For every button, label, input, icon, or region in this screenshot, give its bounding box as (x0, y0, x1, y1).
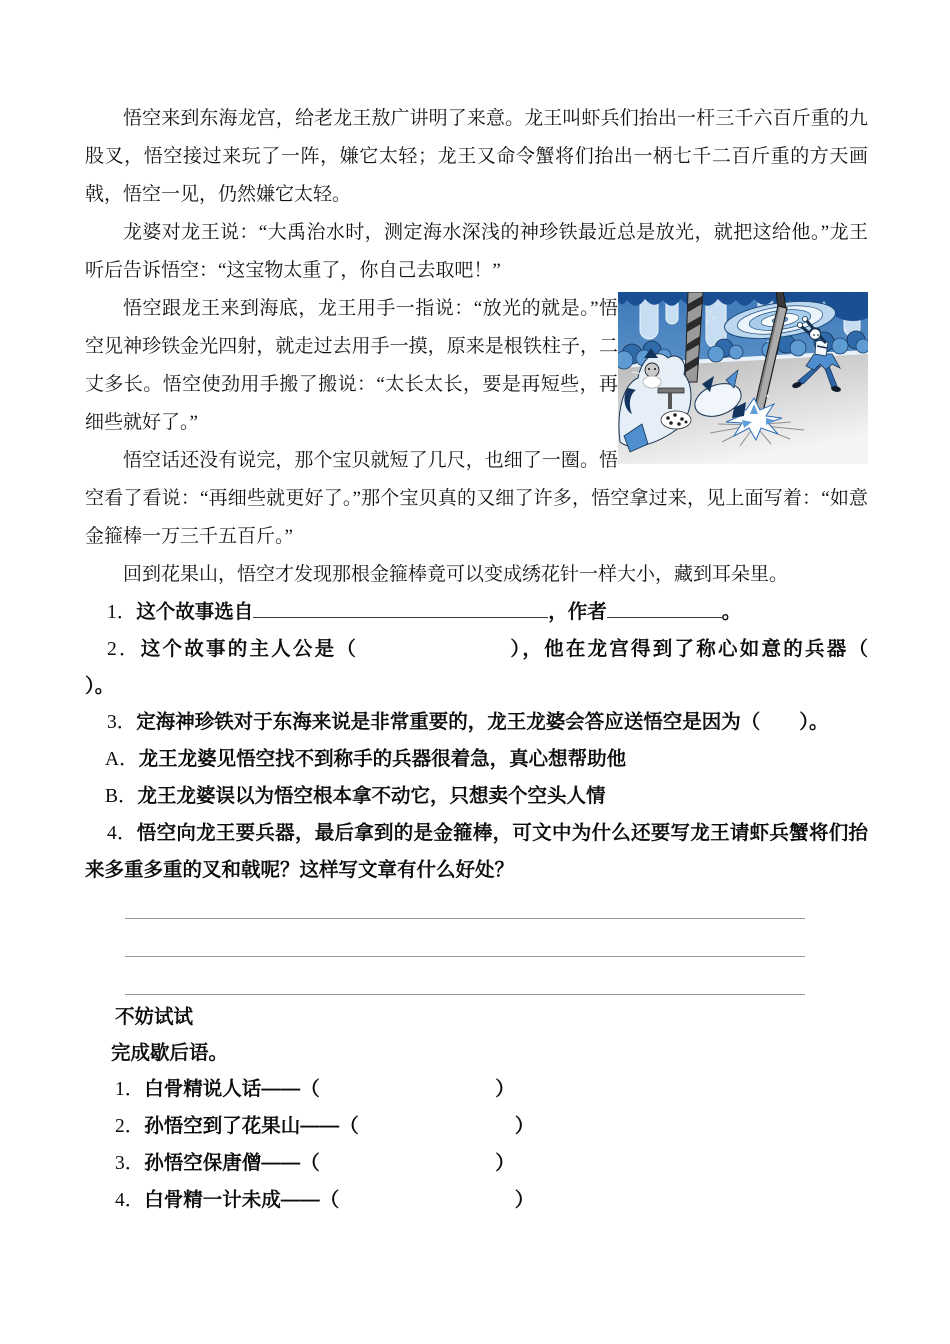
story-paragraph-4: 悟空话还没有说完，那个宝贝就短了几尺，也细了一圈。悟空看了看说：“再细些就更好了。”那个宝贝真的又细了许多，悟空拿过来，见上面写着：“如意金箍棒一万三千五百斤。” (85, 450, 868, 547)
question-2-text: 这个故事的主人公是（ ），他在龙宫得到了称心如意的兵器（ (140, 638, 868, 660)
xiehouyu-item-2 (85, 1108, 868, 1145)
question-4-number: 4． (107, 823, 137, 844)
option-a-text: 龙王龙婆见悟空找不到称手的兵器很着急，真心想帮助他 (138, 748, 627, 770)
question-3-text: 定海神珍铁对于东海来说是非常重要的，龙王龙婆会答应送悟空是因为（ ）。 (136, 711, 829, 733)
try-section-heading: 不妨试试 (115, 1006, 194, 1028)
try-section-instruction: 完成歇后语。 (111, 1042, 229, 1064)
question-3-number: 3． (107, 712, 137, 733)
xiehouyu-item-2-number: 2． (115, 1116, 145, 1137)
question-2-line1 (85, 631, 868, 668)
xiehouyu-item-2-text: 孙悟空到了花果山——（ ） (144, 1115, 535, 1137)
question-1-text: 这个故事选自 (136, 601, 254, 623)
try-section (85, 999, 868, 1219)
option-b-letter: B． (105, 786, 138, 807)
question-1-end: 。 (721, 601, 742, 623)
answer-line-3 (125, 957, 805, 995)
question-1 (85, 594, 868, 631)
option-b (85, 778, 868, 815)
question-4-text: 悟空向龙王要兵器，最后拿到的是金箍棒，可文中为什么还要写龙王请虾兵蟹将们抬来多重多重的叉和戟呢？这样写文章有什么好处？ (85, 822, 868, 881)
xiehouyu-item-3-number: 3． (115, 1153, 145, 1174)
story-paragraph-3: 悟空跟龙王来到海底，龙王用手一指说：“放光的就是。”悟空见神珍铁金光四射，就走过去用手一摸，原来是根铁柱子，二丈多长。悟空使劲用手搬了搬说：“太长太长，要是再短些，再细些就好了。” (85, 298, 618, 433)
question-3 (85, 704, 868, 741)
xiehouyu-item-1 (85, 1071, 868, 1108)
dragon-palace-illustration (618, 292, 868, 464)
answer-lines (125, 900, 805, 995)
story-paragraph-2: 龙婆对龙王说：“大禹治水时，测定海水深浅的神珍铁最近总是放光，就把这给他。”龙王听后告诉悟空：“这宝物太重了，你自己去取吧！” (85, 222, 868, 281)
question-1-mid: ，作者 (548, 601, 607, 623)
option-b-text: 龙王龙婆误以为悟空根本拿不动它，只想卖个空头人情 (137, 785, 606, 807)
question-2-line2: ）。 (85, 675, 115, 697)
blank-underline-source (253, 598, 548, 619)
xiehouyu-item-1-text: 白骨精说人话——（ ） (144, 1078, 515, 1100)
question-4 (85, 815, 868, 888)
question-1-number: 1． (107, 602, 137, 623)
xiehouyu-item-3-text: 孙悟空保唐僧——（ ） (144, 1152, 515, 1174)
option-a-letter: A． (105, 749, 139, 770)
answer-line-2 (125, 919, 805, 957)
story-paragraph-5: 回到花果山，悟空才发现那根金箍棒竟可以变成绣花针一样大小，藏到耳朵里。 (123, 564, 789, 585)
option-a (85, 741, 868, 778)
answer-line-1 (125, 900, 805, 919)
xiehouyu-item-4-number: 4． (115, 1190, 145, 1211)
xiehouyu-item-3 (85, 1145, 868, 1182)
questions-section (85, 594, 868, 888)
question-2-number: 2． (107, 639, 141, 660)
story-text (85, 100, 868, 594)
xiehouyu-item-4-text: 白骨精一计未成——（ ） (144, 1189, 535, 1211)
blank-underline-author (607, 598, 722, 619)
underwater-scene-icon (618, 292, 868, 464)
xiehouyu-item-1-number: 1． (115, 1079, 145, 1100)
story-paragraph-1: 悟空来到东海龙宫，给老龙王敖广讲明了来意。龙王叫虾兵们抬出一杆三千六百斤重的九股叉，悟空接过来玩了一阵，嫌它太轻；龙王又命令蟹将们抬出一柄七千二百斤重的方天画戟，悟空一见，仍然嫌它太轻。 (85, 108, 868, 205)
xiehouyu-item-4 (85, 1182, 868, 1219)
